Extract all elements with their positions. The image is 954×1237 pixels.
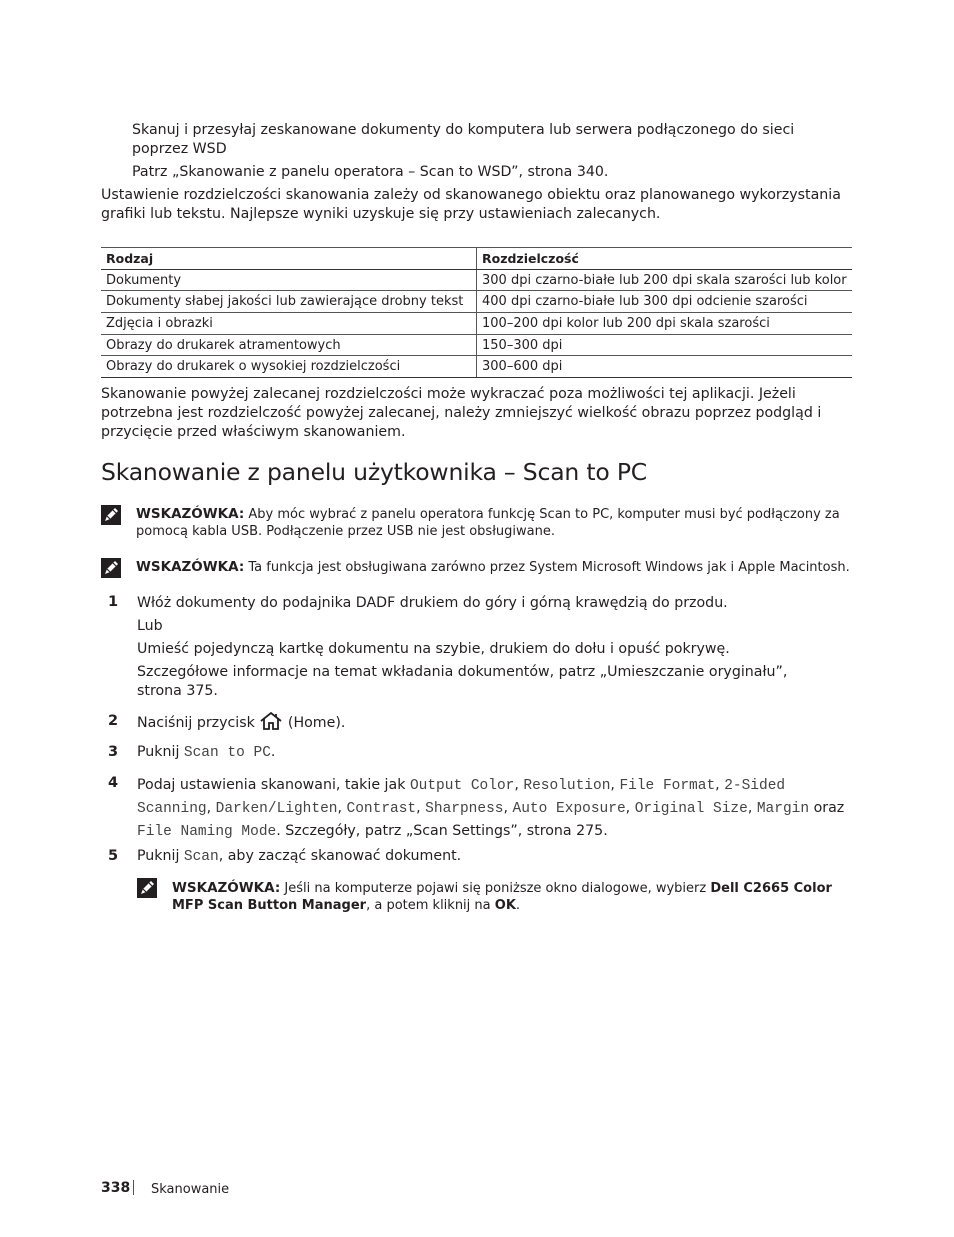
- step-2-close: ).: [335, 715, 346, 731]
- pencil-note-icon: [100, 504, 122, 526]
- table-cell-resolution: 300 dpi czarno-białe lub 200 dpi skala szarości lub kolor: [477, 269, 853, 291]
- table-header-type: Rodzaj: [101, 248, 477, 270]
- pencil-note-icon: [136, 877, 158, 899]
- table-row: [101, 356, 852, 378]
- separator: ,: [747, 800, 753, 816]
- separator: ,: [715, 777, 720, 793]
- note-label: WSKAZÓWKA:: [136, 559, 245, 575]
- ok-label: OK: [494, 898, 516, 913]
- setting-file-naming-mode: File Naming Mode: [137, 824, 277, 840]
- note-3-mid: , a potem kliknij na: [366, 898, 491, 913]
- intro-wsd-item: Skanuj i przesyłaj zeskanowane dokumenty do komputera lub serwera podłączonego do sieci poprzez WSD: [132, 122, 795, 157]
- separator: ,: [610, 777, 615, 793]
- table-cell-resolution: 300–600 dpi: [477, 356, 853, 378]
- step-5-post: , aby zacząć skanować dokument.: [218, 848, 462, 864]
- setting-contrast: Contrast: [346, 801, 417, 817]
- separator: ,: [416, 800, 421, 816]
- table-row: [101, 334, 852, 356]
- setting-file-format: File Format: [619, 778, 716, 794]
- table-row: [101, 269, 852, 291]
- step-number: 1: [108, 594, 119, 610]
- table-header-row: [101, 248, 852, 270]
- setting-margin: Margin: [756, 801, 810, 817]
- chapter-label: Skanowanie: [151, 1182, 230, 1197]
- table-cell-resolution: 400 dpi czarno-białe lub 300 dpi odcienie szarości: [477, 291, 853, 313]
- step-1-text: Włóż dokumenty do podajnika DADF drukiem do góry i górną krawędzią do przodu.: [137, 595, 728, 611]
- setting-sharpness: Sharpness: [425, 801, 504, 817]
- step-1-or: Lub: [137, 618, 163, 634]
- setting-darken-lighten: Darken/Lighten: [215, 801, 338, 817]
- setting-output-color: Output Color: [409, 778, 515, 794]
- table-row: [101, 313, 852, 335]
- scan-to-pc-option: Scan to PC: [183, 745, 271, 761]
- step-number: 5: [108, 848, 119, 864]
- step-3-post: .: [270, 744, 276, 760]
- step-2-pre: Naciśnij przycisk: [137, 715, 255, 731]
- intro-resolution-paragraph: Ustawienie rozdzielczości skanowania zależy od skanowanego obiektu oraz planowanego wykorzystania grafiki lub tekstu. Najlepsze wyniki uzyskuje się przy ustawieniach zalecanych.: [101, 187, 841, 222]
- footer-divider: [133, 1180, 134, 1195]
- step-3-text: [137, 743, 852, 763]
- step-2-text: [137, 711, 852, 733]
- note-3-pre: Jeśli na komputerze pojawi się poniższe okno dialogowe, wybierz: [284, 881, 707, 896]
- note-3-post: .: [515, 898, 521, 913]
- home-button-label: Home: [293, 715, 336, 731]
- scan-button-manager-name: Dell C2665 Color MFP Scan Button Manager: [172, 881, 832, 913]
- intro-wsd-reference: Patrz „Skanowanie z panelu operatora – Scan to WSD”, strona 340.: [132, 164, 609, 180]
- note-usb: [136, 506, 851, 540]
- step-1-reference: Szczegółowe informacje na temat wkładania dokumentów, patrz „Umieszczanie oryginału”, strona 375.: [137, 664, 788, 699]
- separator: ,: [503, 800, 509, 816]
- table-cell-type: Dokumenty słabej jakości lub zawierające drobny tekst: [101, 291, 477, 313]
- step-2-open: (: [287, 715, 294, 731]
- step-4-and: oraz: [813, 800, 845, 816]
- separator: ,: [337, 800, 342, 816]
- step-4-pre: Podaj ustawienia skanowani, takie jak: [137, 777, 406, 793]
- table-cell-type: Obrazy do drukarek atramentowych: [101, 334, 477, 356]
- step-4-post: . Szczegóły, patrz „Scan Settings”, strona 275.: [276, 823, 608, 839]
- table-row: [101, 291, 852, 313]
- step-5-pre: Puknij: [137, 848, 180, 864]
- resolution-table: [101, 247, 852, 378]
- setting-2-sided-scanning: 2-Sided Scanning: [137, 778, 786, 817]
- table-cell-type: Zdjęcia i obrazki: [101, 313, 477, 335]
- note-text: Aby móc wybrać z panelu operatora funkcję Scan to PC, komputer musi być podłączony za pomocą kabla USB. Podłączenie przez USB nie jest obsługiwane.: [136, 507, 840, 539]
- pencil-note-icon: [100, 557, 122, 579]
- table-cell-type: Obrazy do drukarek o wysokiej rozdzielczości: [101, 356, 477, 378]
- step-5-text: [137, 847, 852, 867]
- note-os-support: [136, 559, 851, 576]
- setting-auto-exposure: Auto Exposure: [512, 801, 626, 817]
- note-dialog: [172, 880, 852, 914]
- separator: ,: [514, 777, 519, 793]
- resolution-warning-paragraph: Skanowanie powyżej zalecanej rozdzielczości może wykraczać poza możliwości tej aplikacji. Jeżeli potrzebna jest rozdzielczość powyżej zalecanej, należy zmniejszyć wielkość obrazu poprzez podgląd i przycięcie przed właściwym skanowaniem.: [101, 386, 822, 440]
- home-icon: [259, 711, 283, 731]
- note-text: Ta funkcja jest obsługiwana zarówno przez System Microsoft Windows jak i Apple Macintosh.: [248, 560, 850, 575]
- table-cell-type: Dokumenty: [101, 269, 477, 291]
- table-cell-resolution: 100–200 dpi kolor lub 200 dpi skala szarości: [477, 313, 853, 335]
- page-number: 338: [101, 1180, 131, 1196]
- setting-original-size: Original Size: [634, 801, 748, 817]
- step-number: 4: [108, 775, 119, 791]
- section-title: Skanowanie z panelu użytkownika – Scan to PC: [101, 458, 647, 486]
- step-number: 3: [108, 744, 119, 760]
- note-label: WSKAZÓWKA:: [172, 880, 281, 896]
- separator: ,: [625, 800, 631, 816]
- separator: ,: [206, 800, 212, 816]
- table-cell-resolution: 150–300 dpi: [477, 334, 853, 356]
- step-4-text: [137, 774, 852, 843]
- setting-resolution: Resolution: [523, 778, 611, 794]
- scan-option: Scan: [183, 849, 219, 865]
- step-1-alt: Umieść pojedynczą kartkę dokumentu na szybie, drukiem do dołu i opuść pokrywę.: [137, 641, 730, 657]
- step-3-pre: Puknij: [137, 744, 180, 760]
- step-number: 2: [108, 713, 119, 729]
- table-header-resolution: Rozdzielczość: [477, 248, 853, 270]
- note-label: WSKAZÓWKA:: [136, 506, 245, 522]
